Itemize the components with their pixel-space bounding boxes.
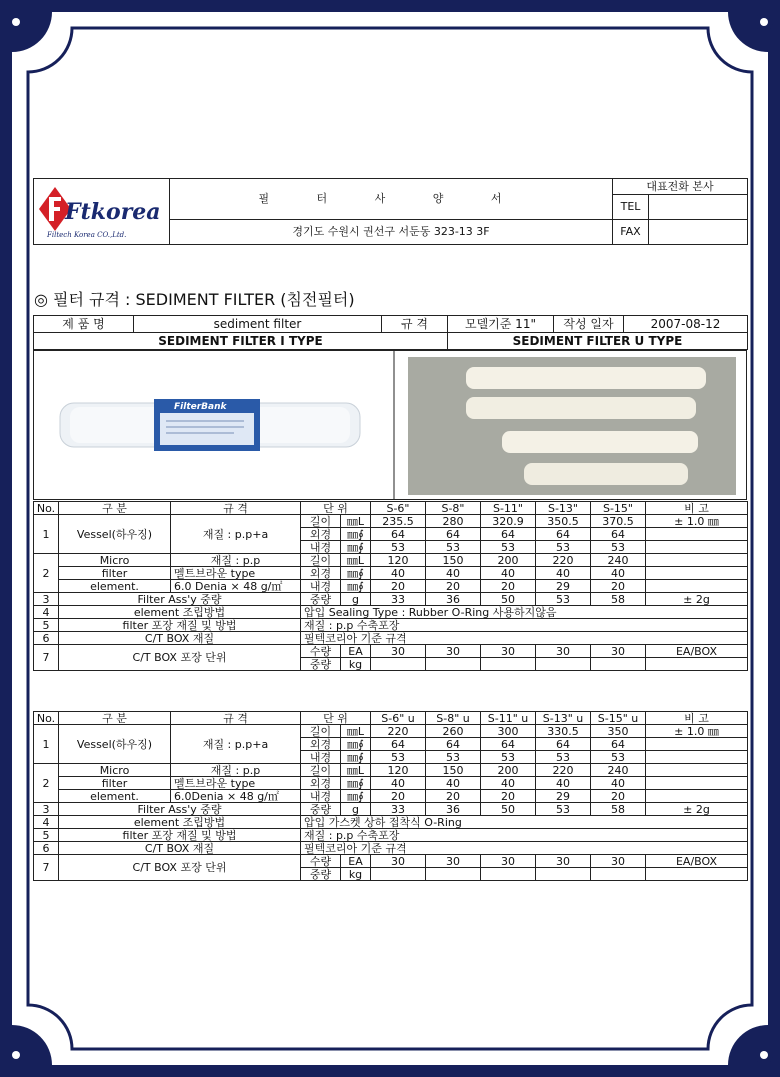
col-header-size: S-15" [591,502,646,515]
row-note: EA/BOX [646,855,748,868]
row-no: 6 [34,842,59,855]
date-value: 2007-08-12 [624,316,748,333]
size-value: 320.9 [481,515,536,528]
size-value [591,658,646,671]
row-category: Vessel(하우징) [59,725,171,764]
size-value: 330.5 [536,725,591,738]
size-value: 350 [591,725,646,738]
product-name-value: sediment filter [134,316,382,333]
row-label: filter 포장 재질 및 방법 [59,619,301,632]
unit-symbol: ㎜L [341,725,371,738]
size-value: 20 [426,580,481,593]
row-no: 7 [34,645,59,671]
size-value: 200 [481,554,536,567]
unit-symbol: ㎜∮ [341,541,371,554]
unit-symbol: EA [341,645,371,658]
row-note: ± 2g [646,593,748,606]
row-category: Vessel(하우징) [59,515,171,554]
row-note: ± 1.0 ㎜ [646,725,748,738]
row-category: filter [59,567,171,580]
unit-name: 수량 [301,645,341,658]
row-no: 4 [34,606,59,619]
size-value: 53 [536,803,591,816]
unit-name: 외경 [301,567,341,580]
table-row [34,816,748,829]
size-value: 30 [426,645,481,658]
unit-name: 중량 [301,868,341,881]
spec-table-table2 [33,711,748,881]
size-value: 20 [481,580,536,593]
size-value: 30 [591,645,646,658]
row-note: ± 1.0 ㎜ [646,515,748,528]
type-i-heading: SEDIMENT FILTER I TYPE [34,333,448,350]
row-note [646,738,748,751]
size-value: 20 [591,580,646,593]
size-value: 40 [481,567,536,580]
unit-name: 수량 [301,855,341,868]
size-value: 29 [536,790,591,803]
col-header-note: 비 고 [646,502,748,515]
size-value: 30 [536,855,591,868]
size-value: 58 [591,593,646,606]
row-category: Micro [59,764,171,777]
table-row [34,855,748,868]
size-value: 40 [426,777,481,790]
size-value: 20 [481,790,536,803]
row-label: C/T BOX 포장 단위 [59,855,301,881]
unit-name: 내경 [301,541,341,554]
col-header-category: 구 분 [59,502,171,515]
row-note [646,528,748,541]
unit-name: 외경 [301,777,341,790]
size-value: 150 [426,764,481,777]
row-label: element 조립방법 [59,606,301,619]
size-value: 53 [371,541,426,554]
size-value: 53 [536,593,591,606]
size-value: 20 [371,790,426,803]
i-type-filter-photo [60,399,360,451]
col-header-size: S-6" u [371,712,426,725]
unit-symbol: ㎜L [341,764,371,777]
size-value: 300 [481,725,536,738]
size-value: 20 [426,790,481,803]
size-value: 200 [481,764,536,777]
unit-symbol: ㎜∮ [341,738,371,751]
row-value: 압입 가스켓 상하 접착식 O-Ring [301,816,748,829]
row-spec: 재질 : p.p+a [171,515,301,554]
size-value [426,868,481,881]
row-note [646,790,748,803]
row-note [646,777,748,790]
table-row [34,790,748,803]
logo-subtitle: Filtech Korea CO.,Ltd. [46,231,126,239]
row-label: C/T BOX 포장 단위 [59,645,301,671]
size-value [481,868,536,881]
row-note: ± 2g [646,803,748,816]
row-no: 3 [34,593,59,606]
unit-name: 중량 [301,658,341,671]
size-value: 30 [591,855,646,868]
size-value: 30 [536,645,591,658]
row-spec: 6.0Denia × 48 g/㎡ [171,790,301,803]
row-note [646,580,748,593]
logo-text: Ftkorea [64,199,161,225]
size-value [536,658,591,671]
table-header-row [34,502,748,515]
size-value: 240 [591,764,646,777]
table-row [34,645,748,658]
row-value: 재질 : p.p 수축포장 [301,619,748,632]
row-value: 재질 : p.p 수축포장 [301,829,748,842]
size-value: 220 [536,554,591,567]
col-header-spec: 규 격 [171,712,301,725]
size-value: 30 [371,855,426,868]
tel-value [649,195,748,220]
size-value: 53 [536,541,591,554]
spec-value: 모델기준 11" [448,316,554,333]
col-header-no: No. [34,502,59,515]
col-header-size: S-13" [536,502,591,515]
row-no: 2 [34,554,59,593]
table-row [34,606,748,619]
row-no: 3 [34,803,59,816]
unit-symbol: ㎜∮ [341,790,371,803]
row-no: 1 [34,725,59,764]
unit-name: 내경 [301,580,341,593]
spec-label: 규 격 [382,316,448,333]
size-value: 64 [371,528,426,541]
size-value: 50 [481,803,536,816]
row-no: 6 [34,632,59,645]
col-header-category: 구 분 [59,712,171,725]
size-value: 53 [591,541,646,554]
row-label: C/T BOX 재질 [59,842,301,855]
size-value: 64 [481,528,536,541]
row-label: element 조립방법 [59,816,301,829]
size-value: 280 [426,515,481,528]
unit-symbol: ㎜∮ [341,580,371,593]
unit-name: 길이 [301,515,341,528]
row-note [646,764,748,777]
size-value: 40 [591,777,646,790]
size-value: 120 [371,554,426,567]
size-value [536,868,591,881]
table-header-row [34,712,748,725]
row-category: Micro [59,554,171,567]
col-header-unit: 단 위 [301,712,371,725]
col-header-size: S-11" [481,502,536,515]
size-value: 64 [371,738,426,751]
row-spec: 재질 : p.p [171,764,301,777]
unit-name: 중량 [301,803,341,816]
fax-label: FAX [613,220,649,245]
unit-symbol: EA [341,855,371,868]
row-no: 5 [34,619,59,632]
size-value: 36 [426,593,481,606]
row-note [646,868,748,881]
row-no: 5 [34,829,59,842]
size-value: 30 [371,645,426,658]
table-row [34,829,748,842]
size-value: 36 [426,803,481,816]
row-spec: 재질 : p.p [171,554,301,567]
table-row [34,593,748,606]
unit-symbol: kg [341,868,371,881]
size-value: 53 [426,751,481,764]
row-note [646,567,748,580]
size-value: 370.5 [591,515,646,528]
size-value: 40 [591,567,646,580]
table-row [34,619,748,632]
size-value: 235.5 [371,515,426,528]
size-value: 40 [426,567,481,580]
size-value: 240 [591,554,646,567]
size-value: 220 [536,764,591,777]
size-value: 120 [371,764,426,777]
unit-name: 내경 [301,790,341,803]
size-value: 40 [371,567,426,580]
table-row [34,567,748,580]
col-header-size: S-11" u [481,712,536,725]
unit-symbol: kg [341,658,371,671]
u-type-filter-photo [408,357,736,495]
row-category: element. [59,790,171,803]
size-value: 64 [536,738,591,751]
row-value: 압입 Sealing Type : Rubber O-Ring 사용하지않음 [301,606,748,619]
unit-symbol: ㎜∮ [341,751,371,764]
size-value: 40 [536,567,591,580]
unit-name: 내경 [301,751,341,764]
row-no: 7 [34,855,59,881]
size-value: 260 [426,725,481,738]
size-value: 64 [481,738,536,751]
size-value [371,868,426,881]
unit-name: 길이 [301,725,341,738]
unit-symbol: g [341,593,371,606]
unit-symbol: ㎜L [341,515,371,528]
row-no: 4 [34,816,59,829]
size-value: 64 [426,738,481,751]
document-title: 필 터 사 양 서 [170,179,613,220]
row-category: element. [59,580,171,593]
size-value: 30 [481,645,536,658]
size-value [426,658,481,671]
size-value: 30 [481,855,536,868]
unit-symbol: g [341,803,371,816]
fax-value [649,220,748,245]
spec-table-table1 [33,501,748,671]
table-row [34,803,748,816]
unit-symbol: ㎜L [341,554,371,567]
row-note [646,541,748,554]
table-row [34,725,748,738]
size-value: 53 [536,751,591,764]
row-value: 필텍코리아 기준 규격 [301,842,748,855]
size-value: 53 [426,541,481,554]
col-header-unit: 단 위 [301,502,371,515]
product-info-table [33,315,748,350]
size-value: 64 [426,528,481,541]
unit-name: 중량 [301,593,341,606]
size-value: 64 [591,738,646,751]
document-header [33,178,748,245]
size-value: 53 [481,751,536,764]
row-note [646,658,748,671]
size-value: 20 [591,790,646,803]
size-value: 53 [481,541,536,554]
size-value: 220 [371,725,426,738]
unit-name: 길이 [301,764,341,777]
table-row [34,764,748,777]
col-header-size: S-8" [426,502,481,515]
size-value: 40 [536,777,591,790]
type-u-heading: SEDIMENT FILTER U TYPE [448,333,748,350]
row-category: filter [59,777,171,790]
row-note [646,554,748,567]
table-row [34,515,748,528]
col-header-note: 비 고 [646,712,748,725]
row-no: 2 [34,764,59,803]
row-spec: 6.0 Denia × 48 g/㎡ [171,580,301,593]
date-label: 작성 일자 [554,316,624,333]
table-row [34,580,748,593]
unit-name: 외경 [301,738,341,751]
size-value: 29 [536,580,591,593]
product-photos [33,350,747,500]
row-note [646,751,748,764]
table-row [34,632,748,645]
col-header-size: S-6" [371,502,426,515]
vessel-brand-label: FilterBank [174,402,227,412]
company-logo [34,179,170,245]
size-value [371,658,426,671]
row-label: C/T BOX 재질 [59,632,301,645]
table-row [34,554,748,567]
col-header-spec: 규 격 [171,502,301,515]
size-value: 33 [371,593,426,606]
size-value [591,868,646,881]
tel-label: TEL [613,195,649,220]
company-address: 경기도 수원시 권선구 서둔동 323-13 3F [170,220,613,245]
contact-label: 대표전화 본사 [613,179,748,195]
size-value: 58 [591,803,646,816]
section-title: ◎ 필터 규격 : SEDIMENT FILTER (침전필터) [34,290,355,309]
size-value: 53 [591,751,646,764]
row-spec: 멜트브라운 type [171,777,301,790]
unit-symbol: ㎜∮ [341,528,371,541]
row-label: Filter Ass'y 중량 [59,803,301,816]
col-header-size: S-15" u [591,712,646,725]
table-row [34,777,748,790]
size-value: 150 [426,554,481,567]
size-value: 64 [591,528,646,541]
size-value: 53 [371,751,426,764]
size-value: 350.5 [536,515,591,528]
size-value [481,658,536,671]
row-note: EA/BOX [646,645,748,658]
unit-symbol: ㎜∮ [341,777,371,790]
size-value: 20 [371,580,426,593]
unit-name: 외경 [301,528,341,541]
col-header-size: S-13" u [536,712,591,725]
size-value: 40 [481,777,536,790]
row-label: filter 포장 재질 및 방법 [59,829,301,842]
row-label: Filter Ass'y 중량 [59,593,301,606]
size-value: 64 [536,528,591,541]
size-value: 33 [371,803,426,816]
size-value: 40 [371,777,426,790]
unit-name: 길이 [301,554,341,567]
size-value: 30 [426,855,481,868]
unit-symbol: ㎜∮ [341,567,371,580]
row-value: 필텍코리아 기준 규격 [301,632,748,645]
product-name-label: 제 품 명 [34,316,134,333]
row-no: 1 [34,515,59,554]
size-value: 50 [481,593,536,606]
row-spec: 멜트브라운 type [171,567,301,580]
row-spec: 재질 : p.p+a [171,725,301,764]
col-header-no: No. [34,712,59,725]
table-row [34,842,748,855]
col-header-size: S-8" u [426,712,481,725]
